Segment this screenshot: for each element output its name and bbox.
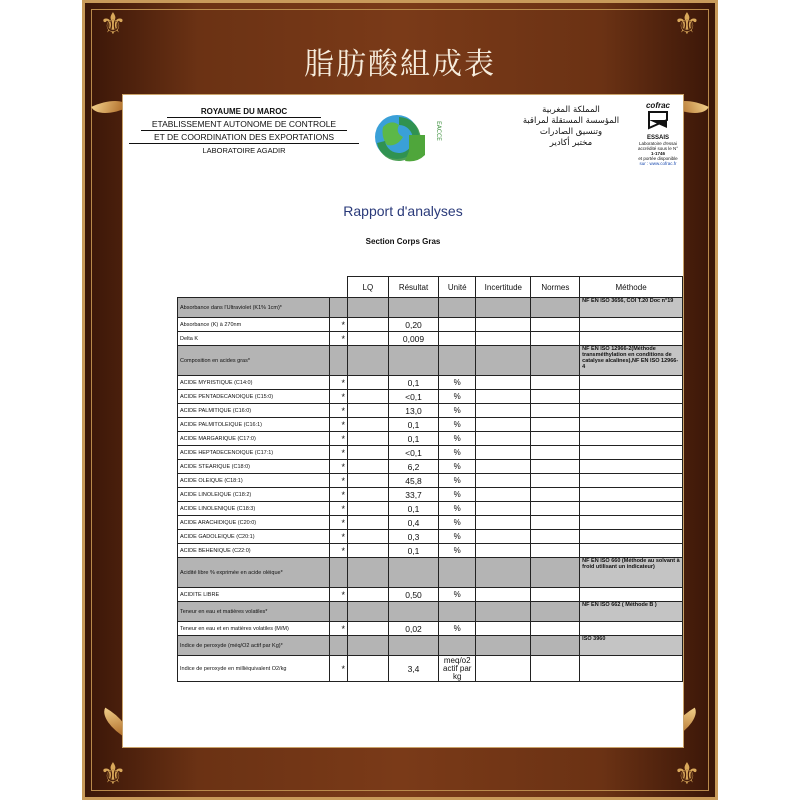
accreditation-star: * — [329, 656, 347, 682]
star-cell — [329, 298, 347, 318]
section-row — [178, 346, 683, 376]
lq-cell — [347, 432, 388, 446]
accreditation-star: * — [329, 418, 347, 432]
unit-cell: % — [439, 376, 476, 390]
method-cell: NF EN ISO 660 (Méthode au solvant à froid utilisant un indicateur) — [580, 558, 683, 588]
norms-cell — [531, 516, 580, 530]
result-value: 0,1 — [388, 432, 439, 446]
table-row — [178, 530, 683, 544]
corner-ornament-icon: ⚜ — [99, 7, 127, 42]
header-line-ar: المؤسسة المستقلة لمراقبة — [522, 116, 620, 126]
uncertainty-cell — [476, 544, 531, 558]
result-value: 0,1 — [388, 544, 439, 558]
cofrac-mark-icon — [645, 110, 671, 130]
parameter-label: ACIDE HEPTADECENOIQUE (C17:1) — [178, 446, 330, 460]
cofrac-line: et portée disponible — [638, 156, 678, 161]
table-row — [178, 656, 683, 682]
accreditation-star: * — [329, 432, 347, 446]
method-cell — [580, 418, 683, 432]
norms-cell — [531, 502, 580, 516]
result-value: 0,4 — [388, 516, 439, 530]
column-header-method: Méthode — [580, 277, 683, 298]
result-value: 13,0 — [388, 404, 439, 418]
uncertainty-cell — [476, 376, 531, 390]
column-header-lq: LQ — [347, 277, 388, 298]
unit-cell — [439, 318, 476, 332]
uncertainty-cell — [476, 622, 531, 636]
norms-cell — [531, 332, 580, 346]
method-cell — [580, 622, 683, 636]
accreditation-star: * — [329, 502, 347, 516]
norms-cell — [531, 298, 580, 318]
result-cell — [388, 636, 439, 656]
column-header-result: Résultat — [388, 277, 439, 298]
uncertainty-cell — [476, 318, 531, 332]
result-value: 3,4 — [388, 656, 439, 682]
uncertainty-cell — [476, 656, 531, 682]
cofrac-line: Laboratoire d'essai — [639, 141, 677, 146]
result-value: 45,8 — [388, 474, 439, 488]
institution-header-fr — [129, 107, 359, 155]
table-row — [178, 390, 683, 404]
column-header-unit: Unité — [439, 277, 476, 298]
section-label: Composition en acides gras* — [178, 346, 330, 376]
header-line-ar: مختبر أكادير — [549, 138, 593, 148]
section-row — [178, 636, 683, 656]
method-cell: NF EN ISO 3656, COI T.20 Doc n°19 — [580, 298, 683, 318]
method-cell: ISO 3960 — [580, 636, 683, 656]
method-cell — [580, 390, 683, 404]
header-line-ar: المملكة المغربية — [542, 105, 600, 115]
parameter-label: ACIDE PALMITIQUE (C16:0) — [178, 404, 330, 418]
result-value: 0,1 — [388, 502, 439, 516]
table-row — [178, 432, 683, 446]
norms-cell — [531, 404, 580, 418]
table-row — [178, 332, 683, 346]
uncertainty-cell — [476, 298, 531, 318]
uncertainty-cell — [476, 460, 531, 474]
table-row — [178, 460, 683, 474]
cofrac-number: 1-1746 — [650, 151, 665, 156]
table-row — [178, 544, 683, 558]
result-cell — [388, 558, 439, 588]
lq-cell — [347, 602, 388, 622]
parameter-label: ACIDE MARGARIQUE (C17:0) — [178, 432, 330, 446]
section-label: Teneur en eau et matières volatiles* — [178, 602, 330, 622]
unit-cell: % — [439, 432, 476, 446]
uncertainty-cell — [476, 432, 531, 446]
norms-cell — [531, 432, 580, 446]
uncertainty-cell — [476, 390, 531, 404]
section-row — [178, 558, 683, 588]
eacce-logo-icon — [369, 107, 449, 169]
accreditation-star: * — [329, 390, 347, 404]
lq-cell — [347, 502, 388, 516]
unit-cell: % — [439, 530, 476, 544]
parameter-label: ACIDE LINOLENIQUE (C18:3) — [178, 502, 330, 516]
method-cell: NF EN ISO 662 ( Méthode B ) — [580, 602, 683, 622]
accreditation-star: * — [329, 446, 347, 460]
column-header — [178, 277, 330, 298]
lq-cell — [347, 418, 388, 432]
norms-cell — [531, 488, 580, 502]
table-row — [178, 404, 683, 418]
parameter-label: ACIDITE LIBRE — [178, 588, 330, 602]
method-cell — [580, 474, 683, 488]
accreditation-star: * — [329, 318, 347, 332]
section-row — [178, 298, 683, 318]
unit-cell: % — [439, 460, 476, 474]
cofrac-link[interactable]: sur : www.cofrac.fr — [639, 161, 677, 166]
parameter-label: ACIDE LINOLEIQUE (C18:2) — [178, 488, 330, 502]
star-cell — [329, 636, 347, 656]
table-row — [178, 502, 683, 516]
cofrac-accreditation — [635, 101, 681, 166]
unit-cell: % — [439, 474, 476, 488]
column-header-norms: Normes — [531, 277, 580, 298]
uncertainty-cell — [476, 474, 531, 488]
accreditation-star: * — [329, 516, 347, 530]
accreditation-star: * — [329, 622, 347, 636]
star-cell — [329, 602, 347, 622]
header-line: ROYAUME DU MAROC — [167, 107, 321, 118]
accreditation-star: * — [329, 376, 347, 390]
uncertainty-cell — [476, 530, 531, 544]
cofrac-essais: ESSAIS — [646, 135, 669, 141]
uncertainty-cell — [476, 418, 531, 432]
unit-cell: % — [439, 502, 476, 516]
method-cell — [580, 460, 683, 474]
method-cell — [580, 432, 683, 446]
accreditation-star: * — [329, 460, 347, 474]
lq-cell — [347, 474, 388, 488]
method-cell — [580, 376, 683, 390]
result-value: 0,20 — [388, 318, 439, 332]
method-cell — [580, 502, 683, 516]
parameter-label: ACIDE BEHENIQUE (C22:0) — [178, 544, 330, 558]
header-line: ETABLISSEMENT AUTONOME DE CONTROLE — [141, 118, 347, 131]
parameter-label: ACIDE PALMITOLEIQUE (C16:1) — [178, 418, 330, 432]
uncertainty-cell — [476, 516, 531, 530]
section-label: Absorbance dans l'Ultraviolet (K1% 1cm)* — [178, 298, 330, 318]
logo-text: EACCE — [435, 121, 442, 141]
section-label: Acidité libre % exprimée en acide oléique* — [178, 558, 330, 588]
unit-cell: % — [439, 488, 476, 502]
table-row — [178, 446, 683, 460]
lq-cell — [347, 656, 388, 682]
unit-cell: % — [439, 544, 476, 558]
frame-title: 脂肪酸組成表 — [304, 47, 496, 82]
method-cell — [580, 656, 683, 682]
result-cell — [388, 298, 439, 318]
uncertainty-cell — [476, 558, 531, 588]
norms-cell — [531, 390, 580, 404]
result-cell — [388, 346, 439, 376]
header-line-ar: وتنسيق الصادرات — [539, 127, 603, 137]
method-cell — [580, 404, 683, 418]
lq-cell — [347, 558, 388, 588]
result-value: 6,2 — [388, 460, 439, 474]
cofrac-line: accrédité sous le N° — [637, 146, 679, 151]
unit-cell: % — [439, 516, 476, 530]
unit-cell: % — [439, 390, 476, 404]
uncertainty-cell — [476, 488, 531, 502]
lq-cell — [347, 346, 388, 376]
unit-cell — [439, 332, 476, 346]
lq-cell — [347, 318, 388, 332]
result-value: 0,009 — [388, 332, 439, 346]
result-value: 33,7 — [388, 488, 439, 502]
parameter-label: ACIDE OLEIQUE (C18:1) — [178, 474, 330, 488]
method-cell — [580, 488, 683, 502]
lq-cell — [347, 332, 388, 346]
lq-cell — [347, 530, 388, 544]
norms-cell — [531, 622, 580, 636]
results-table — [177, 276, 683, 682]
cofrac-brand: cofrac — [645, 101, 670, 110]
lq-cell — [347, 460, 388, 474]
parameter-label: Indice de peroxyde en milliéquivalent O2/kg — [178, 656, 330, 682]
report-page — [123, 95, 683, 747]
corner-ornament-icon: ⚜ — [673, 7, 701, 42]
parameter-label: ACIDE STEARIQUE (C18:0) — [178, 460, 330, 474]
section-row — [178, 602, 683, 622]
table-row — [178, 622, 683, 636]
unit-cell: % — [439, 588, 476, 602]
table-header-row — [178, 277, 683, 298]
parameter-label: ACIDE PENTADECANOIQUE (C15:0) — [178, 390, 330, 404]
lq-cell — [347, 622, 388, 636]
norms-cell — [531, 474, 580, 488]
norms-cell — [531, 656, 580, 682]
unit-cell: % — [439, 622, 476, 636]
institution-header-ar — [515, 105, 627, 149]
uncertainty-cell — [476, 446, 531, 460]
method-cell — [580, 332, 683, 346]
accreditation-star: * — [329, 544, 347, 558]
method-cell — [580, 516, 683, 530]
decorative-frame — [82, 0, 718, 800]
lq-cell — [347, 298, 388, 318]
norms-cell — [531, 558, 580, 588]
norms-cell — [531, 346, 580, 376]
norms-cell — [531, 530, 580, 544]
norms-cell — [531, 544, 580, 558]
table-row — [178, 376, 683, 390]
result-value: 0,02 — [388, 622, 439, 636]
parameter-label: ACIDE MYRISTIQUE (C14:0) — [178, 376, 330, 390]
table-row — [178, 588, 683, 602]
header-line: ET DE COORDINATION DES EXPORTATIONS — [129, 131, 359, 144]
uncertainty-cell — [476, 588, 531, 602]
lq-cell — [347, 544, 388, 558]
norms-cell — [531, 460, 580, 474]
result-value: <0,1 — [388, 390, 439, 404]
section-title: Section Corps Gras — [365, 237, 441, 246]
unit-cell — [439, 346, 476, 376]
star-cell — [329, 346, 347, 376]
table-row — [178, 418, 683, 432]
unit-cell: % — [439, 404, 476, 418]
lq-cell — [347, 404, 388, 418]
lq-cell — [347, 390, 388, 404]
result-value: 0,3 — [388, 530, 439, 544]
table-row — [178, 318, 683, 332]
result-cell — [388, 602, 439, 622]
star-cell — [329, 558, 347, 588]
uncertainty-cell — [476, 602, 531, 622]
uncertainty-cell — [476, 346, 531, 376]
norms-cell — [531, 376, 580, 390]
norms-cell — [531, 588, 580, 602]
uncertainty-cell — [476, 636, 531, 656]
parameter-label: ACIDE ARACHIDIQUE (C20:0) — [178, 516, 330, 530]
method-cell — [580, 318, 683, 332]
table-row — [178, 488, 683, 502]
unit-cell: % — [439, 446, 476, 460]
parameter-label: ACIDE GADOLEIQUE (C20:1) — [178, 530, 330, 544]
header-line: LABORATOIRE AGADIR — [202, 146, 286, 155]
accreditation-star: * — [329, 488, 347, 502]
result-value: <0,1 — [388, 446, 439, 460]
report-title: Rapport d'analyses — [343, 203, 463, 219]
accreditation-star: * — [329, 474, 347, 488]
column-header-uncertainty: Incertitude — [476, 277, 531, 298]
uncertainty-cell — [476, 332, 531, 346]
lq-cell — [347, 446, 388, 460]
accreditation-star: * — [329, 530, 347, 544]
parameter-label: Absorbance (K) à 270nm — [178, 318, 330, 332]
norms-cell — [531, 446, 580, 460]
accreditation-star: * — [329, 332, 347, 346]
norms-cell — [531, 418, 580, 432]
section-label: Indice de peroxyde (méq/O2 actif par Kg)* — [178, 636, 330, 656]
unit-cell — [439, 298, 476, 318]
method-cell — [580, 530, 683, 544]
lq-cell — [347, 488, 388, 502]
unit-cell: % — [439, 418, 476, 432]
lq-cell — [347, 376, 388, 390]
corner-ornament-icon: ⚜ — [673, 757, 701, 792]
lq-cell — [347, 588, 388, 602]
method-cell — [580, 446, 683, 460]
lq-cell — [347, 636, 388, 656]
method-cell — [580, 588, 683, 602]
corner-ornament-icon: ⚜ — [99, 757, 127, 792]
norms-cell — [531, 318, 580, 332]
norms-cell — [531, 602, 580, 622]
norms-cell — [531, 636, 580, 656]
method-cell — [580, 544, 683, 558]
uncertainty-cell — [476, 404, 531, 418]
method-cell: NF EN ISO 12966-2(Méthode transméthylation en conditions de catalyse alcalines),NF EN ISO 12966-4 — [580, 346, 683, 376]
unit-cell: meq/o2 actif par kg — [439, 656, 476, 682]
result-value: 0,1 — [388, 376, 439, 390]
parameter-label: Teneur en eau et en matières volatiles (M/M) — [178, 622, 330, 636]
table-row — [178, 474, 683, 488]
unit-cell — [439, 636, 476, 656]
unit-cell — [439, 602, 476, 622]
result-value: 0,1 — [388, 418, 439, 432]
accreditation-star: * — [329, 404, 347, 418]
parameter-label: Delta K — [178, 332, 330, 346]
table-row — [178, 516, 683, 530]
lq-cell — [347, 516, 388, 530]
accreditation-star: * — [329, 588, 347, 602]
result-value: 0,50 — [388, 588, 439, 602]
column-header — [329, 277, 347, 298]
uncertainty-cell — [476, 502, 531, 516]
unit-cell — [439, 558, 476, 588]
